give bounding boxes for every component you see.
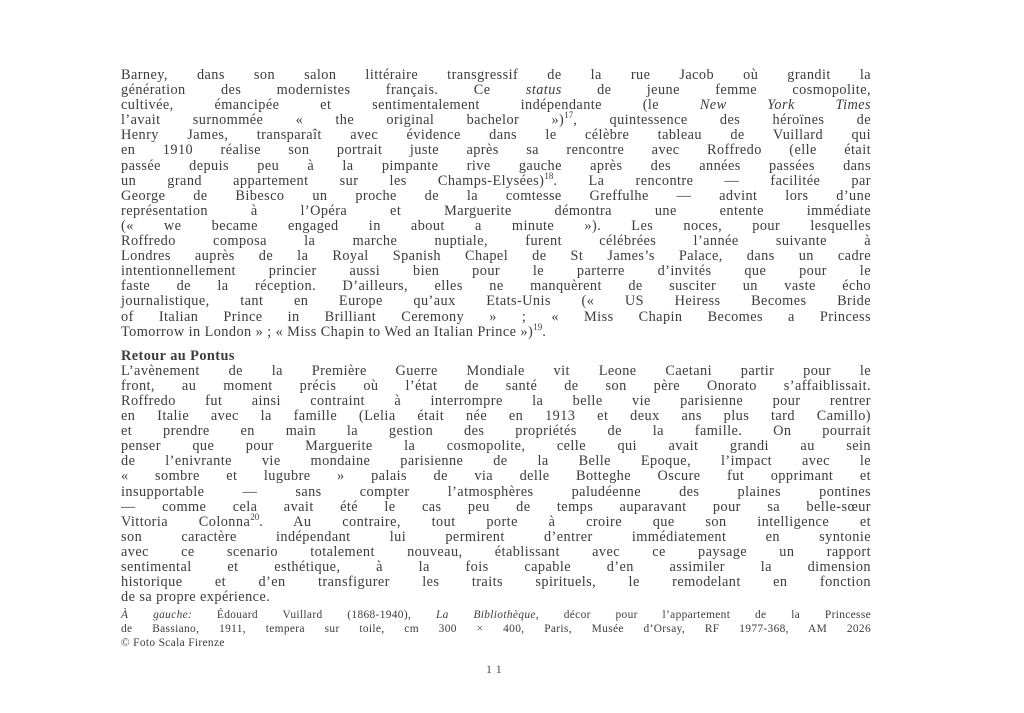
- text-segment: un grand appartement sur les Champs-Elysées): [121, 172, 545, 189]
- text-segment: l’avait surnommée « the original bachelor »): [121, 112, 565, 129]
- paragraph-2: [121, 364, 871, 606]
- footnote-reference: 17: [564, 110, 574, 121]
- paragraph1-line: George de Bibesco un proche de la comtesse Greffulhe — advint lors d’une: [121, 187, 871, 204]
- text-segment: . Au contraire, tout porte à croire que son intelligence et: [259, 513, 871, 530]
- paragraph1-line: [121, 83, 871, 98]
- text-segment: Tomorrow in London » ; « Miss Chapin to Wed an Italian Prince »): [121, 323, 534, 340]
- footnote-reference: 18: [544, 170, 554, 181]
- paragraph2-line: historique et d’en transfigurer les traits spirituels, le remodelant en fonction: [121, 574, 871, 591]
- paragraph1-line: (« we became engaged in about a minute »). Les noces, pour lesquelles: [121, 217, 871, 234]
- text-segment: de jeune femme cosmopolite,: [561, 82, 871, 99]
- text-segment: , quintessence des héroïnes de: [573, 112, 871, 129]
- text-segment: génération des modernistes français. Ce: [121, 82, 526, 99]
- paragraph1-line: en 1910 réalise son portrait juste après sa rencontre avec Roffredo (elle était: [121, 142, 871, 159]
- page-number: 11: [486, 662, 506, 677]
- paragraph1-line: intentionnellement princier aussi bien pour le parterre d’invités que pour le: [121, 263, 871, 280]
- paragraph1-line: faste de la réception. D’ailleurs, elles ne manquèrent de susciter un vaste écho: [121, 278, 871, 295]
- footnote-reference: 20: [250, 511, 260, 522]
- paragraph1-line: Londres auprès de la Royal Spanish Chapel de St James’s Palace, dans un cadre: [121, 248, 871, 265]
- caption-line: de Bassiano, 1911, tempera sur toile, cm 300 × 400, Paris, Musée d’Orsay, RF 1977-368, AM 2026: [121, 623, 871, 636]
- paragraph-1: [121, 68, 871, 340]
- italic-text: La Bibliothèque: [435, 609, 536, 622]
- text-segment: Édouard Vuillard (1868-1940),: [192, 609, 436, 622]
- italic-text: New York Times: [699, 97, 871, 114]
- paragraph2-line: Roffredo fut ainsi contraint à interrompre la belle vie parisienne pour rentrer: [121, 392, 871, 409]
- paragraph1-line: [121, 321, 871, 340]
- paragraph2-line: front, au moment précis où l’état de santé de son père Onorato s’affaiblissait.: [121, 377, 871, 394]
- italic-text: status: [525, 82, 562, 99]
- paragraph1-line: représentation à l’Opéra et Marguerite démontra une entente immédiate: [121, 202, 871, 219]
- image-caption: [121, 608, 871, 650]
- italic-text: À gauche:: [121, 609, 193, 622]
- paragraph2-line: insupportable — sans compter l’atmosphères paludéenne des plaines pontines: [121, 483, 871, 500]
- caption-line: [121, 608, 871, 622]
- paragraph2-line: de sa propre expérience.: [121, 589, 271, 606]
- text-segment: . La rencontre — facilitée par: [553, 172, 871, 189]
- paragraph2-line: de l’enivrante vie mondaine parisienne de la Belle Epoque, l’impact avec le: [121, 453, 871, 470]
- text-segment: , décor pour l’appartement de la Princesse: [535, 609, 871, 622]
- text-segment: Vittoria Colonna: [121, 513, 251, 530]
- paragraph1-line: Henry James, transparaît avec évidence dans le célèbre tableau de Vuillard qui: [121, 127, 871, 144]
- paragraph2-line: penser que pour Marguerite la cosmopolite, celle qui avait grandi au sein: [121, 438, 871, 455]
- text-column: [121, 68, 871, 676]
- paragraph1-line: Roffredo composa la marche nuptiale, furent célébrées l’année suivante à: [121, 233, 871, 250]
- paragraph2-line: son caractère indépendant lui permirent d’entrer immédiatement en syntonie: [121, 528, 871, 545]
- paragraph1-line: journalistique, tant en Europe qu’aux Etats-Unis (« US Heiress Becomes Bride: [121, 293, 871, 310]
- paragraph1-line: Barney, dans son salon littéraire transgressif de la rue Jacob où grandit la: [121, 67, 871, 83]
- paragraph2-line: — comme cela avait été le cas peu de temps auparavant pour sa belle-sœur: [121, 498, 871, 515]
- text-segment: cultivée, émancipée et sentimentalement indépendante (le: [121, 97, 700, 114]
- paragraph2-line: et prendre en main la gestion des propriétés de la famille. On pourrait: [121, 423, 871, 440]
- paragraph1-line: [121, 170, 871, 189]
- text-segment: .: [542, 323, 547, 340]
- paragraph2-line: [121, 511, 871, 530]
- paragraph2-line: sentimental et esthétique, à la fois capable d’en assimiler la dimension: [121, 559, 871, 575]
- paragraph1-line: of Italian Prince in Brilliant Ceremony » ; « Miss Chapin Becomes a Princess: [121, 308, 871, 325]
- paragraph1-line: [121, 110, 871, 129]
- caption-line: © Foto Scala Firenze: [121, 637, 225, 650]
- paragraph2-line: L’avènement de la Première Guerre Mondiale vit Leone Caetani partir pour le: [121, 362, 871, 379]
- paragraph2-line: en Italie avec la famille (Lelia était née en 1913 et deux ans plus tard Camillo): [121, 408, 871, 425]
- paragraph2-line: « sombre et lugubre » palais de via delle Botteghe Oscure fut opprimant et: [121, 468, 871, 485]
- section-heading: Retour au Pontus: [121, 347, 235, 364]
- paragraph2-line: avec ce scenario totalement nouveau, établissant avec ce paysage un rapport: [121, 543, 871, 560]
- footnote-reference: 19: [533, 321, 543, 332]
- paragraph1-line: passée depuis peu à la pimpante rive gauche après des années passées dans: [121, 157, 871, 174]
